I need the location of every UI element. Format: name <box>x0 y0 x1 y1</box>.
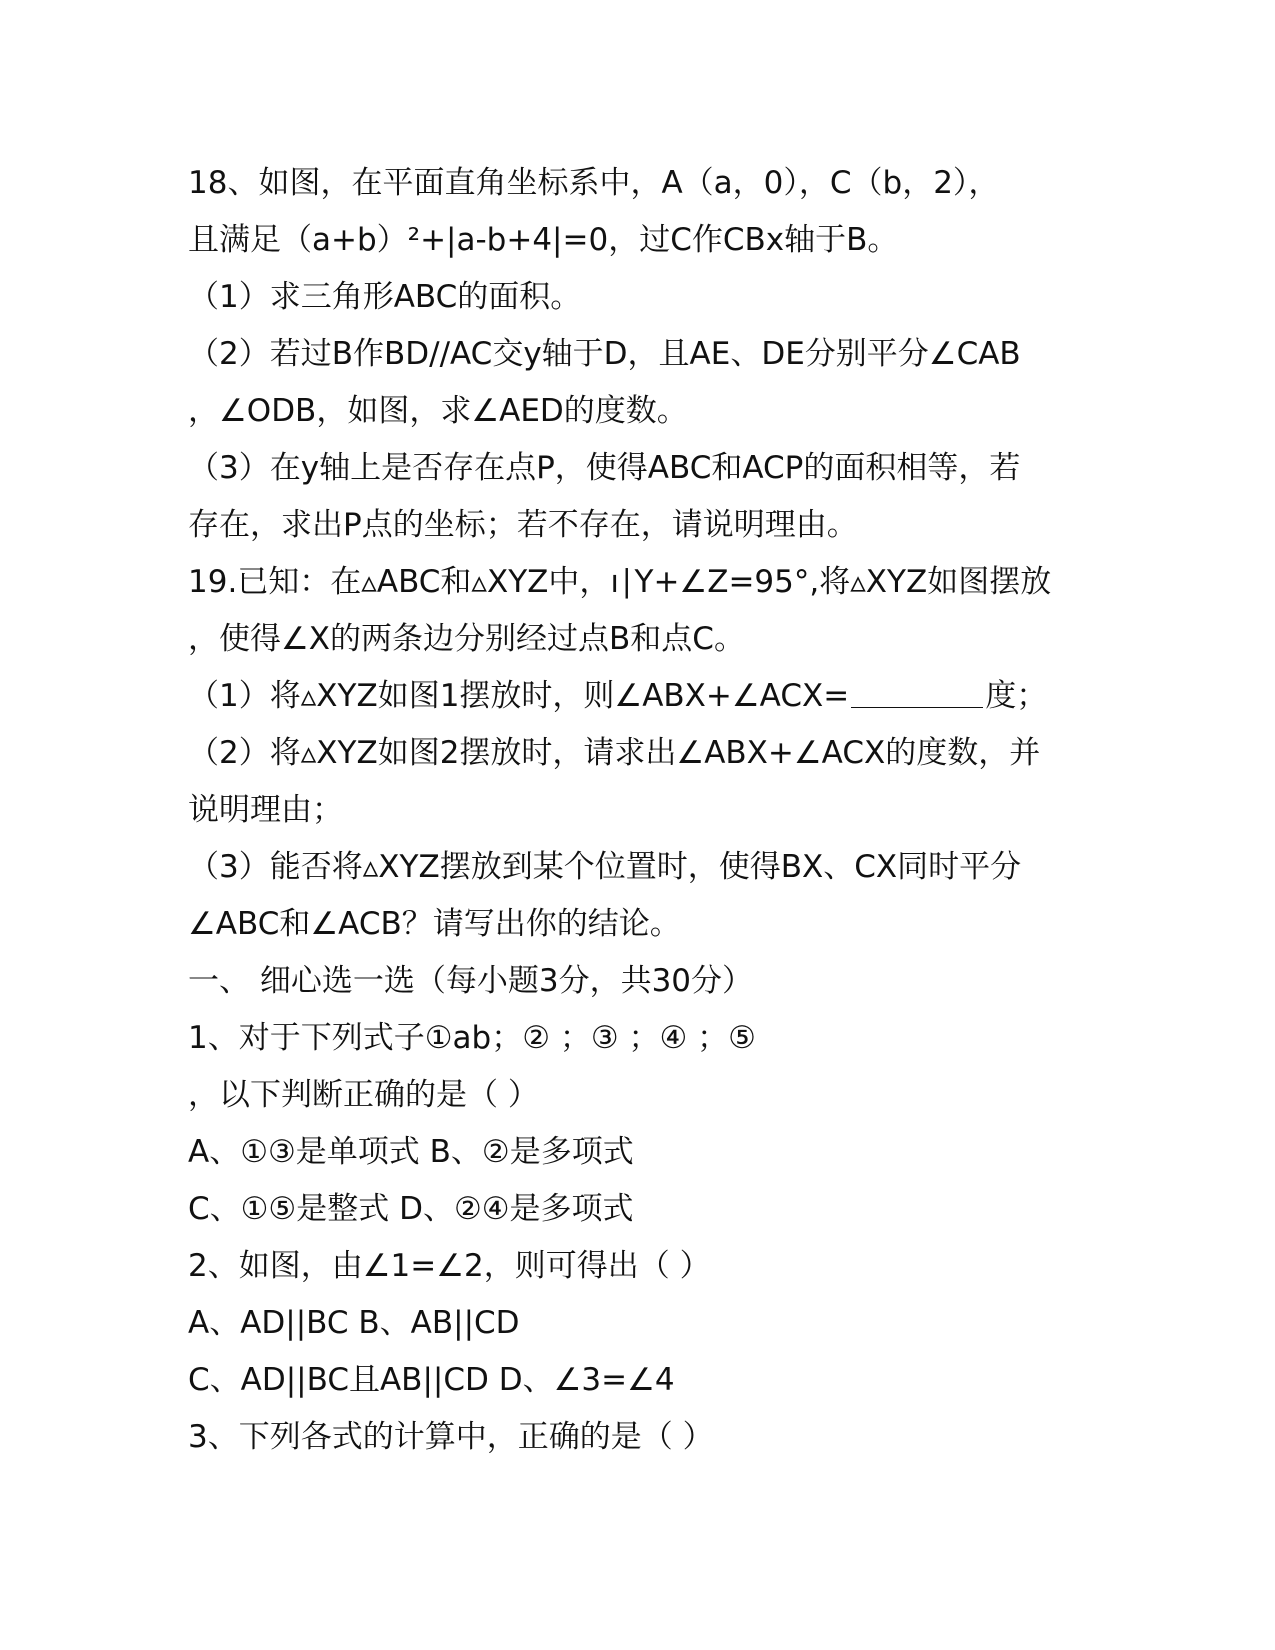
q18-part-2-line-2: ，∠ODB，如图，求∠AED的度数。 <box>188 393 688 429</box>
document-body <box>188 155 1088 1466</box>
q18-part-2-line-1: （2）若过B作BD//AC交y轴于D，且AE、DE分别平分∠CAB <box>188 336 1021 372</box>
q2-line-1: 2、如图，由∠1=∠2，则可得出（ ） <box>188 1248 711 1284</box>
q18-part-3-line-1: （3）在y轴上是否存在点P，使得ABC和ACP的面积相等，若 <box>188 450 1021 486</box>
q18-line-1: 18、如图，在平面直角坐标系中，A（a，0），C（b，2）， <box>188 165 1000 201</box>
answer-blank[interactable] <box>851 679 983 708</box>
q19-part-3-line-1: （3）能否将▵XYZ摆放到某个位置时，使得BX、CX同时平分 <box>188 849 1022 885</box>
q1-options-ab: A、①③是单项式 B、②是多项式 <box>188 1134 634 1170</box>
q19-part-1-text: （1）将▵XYZ如图1摆放时，则∠ABX+∠ACX= <box>188 678 850 714</box>
q3-line-1: 3、下列各式的计算中，正确的是（ ） <box>188 1419 714 1455</box>
q1-line-2: ，以下判断正确的是（ ） <box>188 1077 539 1113</box>
q18-line-2: 且满足（a+b）²+|a-b+4|=0，过C作CBx轴于B。 <box>188 222 899 258</box>
q19-part-1-unit: 度； <box>985 678 1048 714</box>
q19-part-1 <box>188 668 1088 725</box>
q2-options-ab: A、AD||BC B、AB||CD <box>188 1305 520 1341</box>
q19-part-2-line-1: （2）将▵XYZ如图2摆放时，请求出∠ABX+∠ACX的度数，并 <box>188 735 1041 771</box>
q1-options-cd: C、①⑤是整式 D、②④是多项式 <box>188 1191 634 1227</box>
q18-part-3-line-2: 存在，求出P点的坐标；若不存在，请说明理由。 <box>188 507 858 543</box>
section-heading: 一、 细心选一选（每小题3分，共30分） <box>188 963 754 999</box>
q19-part-3-line-2: ∠ABC和∠ACB？请写出你的结论。 <box>188 906 681 942</box>
q1-line-1: 1、对于下列式子①ab；② ；③ ；④ ；⑤ <box>188 1020 756 1056</box>
q18-part-1: （1）求三角形ABC的面积。 <box>188 279 582 315</box>
q19-line-2: ，使得∠X的两条边分别经过点B和点C。 <box>188 621 745 657</box>
q19-line-1: 19.已知：在▵ABC和▵XYZ中，ı∣Y+∠Z=95°,将▵XYZ如图摆放 <box>188 564 1052 600</box>
q19-part-2-line-2: 说明理由； <box>188 792 343 828</box>
q2-options-cd: C、AD||BC且AB||CD D、∠3=∠4 <box>188 1362 675 1398</box>
